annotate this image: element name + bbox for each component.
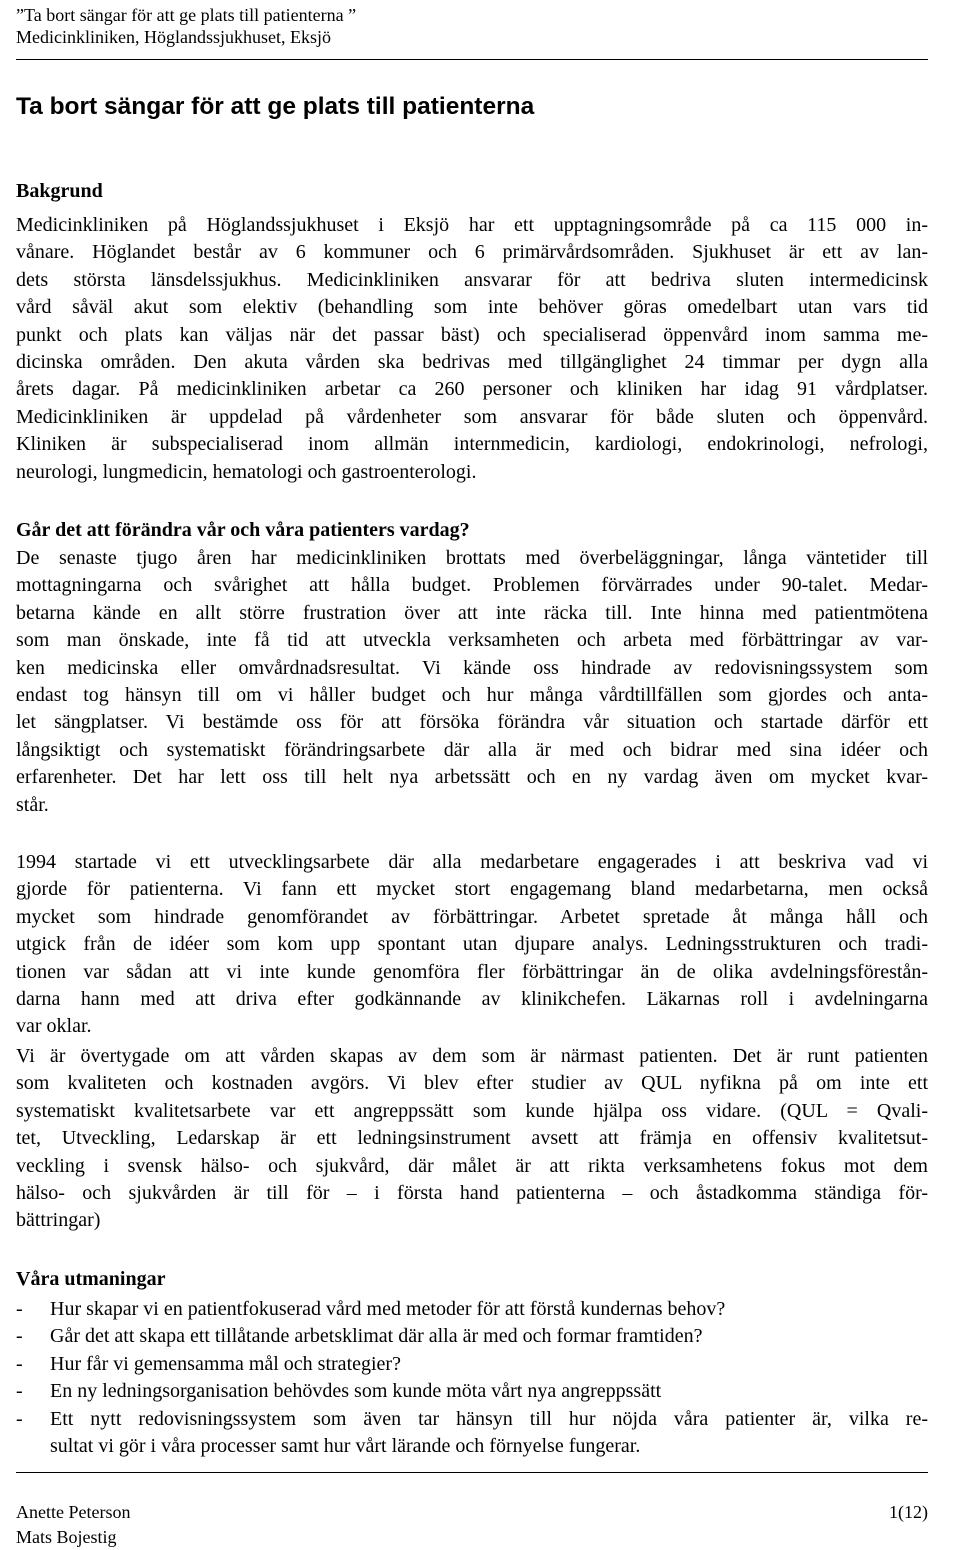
text-line: Vi är övertygade om att vården skapas av dem som är närmast patienten. Det är runt patienten xyxy=(16,1045,928,1067)
paragraph-utveckling xyxy=(16,849,928,1041)
paragraph-qul xyxy=(16,1043,928,1235)
challenges-list xyxy=(16,1296,928,1460)
header-organization: Medicinkliniken, Höglandssjukhuset, Eksjö xyxy=(16,27,331,47)
list-item xyxy=(16,1378,928,1405)
list-dash: - xyxy=(16,1298,23,1320)
text-line: vård såväl akut som elektiv (behandling som inte behöver göras omedelbart utan vars tid xyxy=(16,296,928,319)
text-line: let sängplatser. Vi bestämde oss för att försöka förändra vår situation och startade därför ett xyxy=(16,711,928,734)
list-dash: - xyxy=(16,1352,23,1375)
text-line: vånare. Höglandet består av 6 kommuner och 6 primärvårdsområden. Sjukhuset är ett av lan- xyxy=(16,241,928,264)
text-line: långsiktigt och systematiskt förändringsarbete där alla är med och bidrar med sina idéer och xyxy=(16,738,928,761)
list-item-text-continued: sultat vi gör i våra processer samt hur vårt lärande och förnyelse fungerar. xyxy=(50,1435,641,1458)
text-line: darna hann med att driva efter godkännande av klinikchefen. Läkarnas roll i avdelningarna xyxy=(16,987,928,1010)
text-line: mottagningarna och svårighet att hålla budget. Problemen förvärrades under 90-talet. Medar- xyxy=(16,574,928,597)
text-line: veckling i svensk hälso- och sjukvård, där målet är att rikta verksamhetens fokus mot dem xyxy=(16,1154,928,1177)
text-line: står. xyxy=(16,793,49,816)
text-line: som kvaliteten och kostnaden avgörs. Vi blev efter studier av QUL nyfikna på om inte ett xyxy=(16,1072,928,1095)
section-heading-bakgrund: Bakgrund xyxy=(16,180,103,202)
list-item-text: En ny ledningsorganisation behövdes som kunde möta vårt nya angreppssätt xyxy=(50,1380,662,1403)
text-line: tionen var sådan att vi inte kunde genomföra fler förbättringar än de olika avdelningsförestån- xyxy=(16,960,928,983)
list-item-text: Ett nytt redovisningssystem som även tar hänsyn till hur nöjda våra patienter är, vilka re- xyxy=(50,1407,928,1430)
paragraph-bakgrund xyxy=(16,212,928,486)
text-line: utgick från de idéer som kom upp spontant utan djupare analys. Ledningsstrukturen och tradi- xyxy=(16,933,928,956)
text-line: Medicinkliniken på Höglandssjukhuset i Eksjö har ett upptagningsområde på ca 115 000 in- xyxy=(16,214,928,236)
text-line: dets största länsdelssjukhus. Medicinkliniken ansvarar för att bedriva sluten intermedicinsk xyxy=(16,268,928,291)
list-item xyxy=(16,1406,928,1461)
list-item xyxy=(16,1323,928,1350)
header-document-title: ”Ta bort sängar för att ge plats till patienterna ” xyxy=(16,5,357,25)
text-line: Kliniken är subspecialiserad inom allmän internmedicin, kardiologi, endokrinologi, nefrologi, xyxy=(16,433,928,456)
section-heading-forandra: Går det att förändra vår och våra patienters vardag? xyxy=(16,519,470,541)
list-item xyxy=(16,1351,928,1378)
text-line: gjorde för patienterna. Vi fann ett mycket stort engagemang bland medarbetarna, men också xyxy=(16,878,928,901)
text-line: var oklar. xyxy=(16,1015,92,1038)
text-line: mycket som hindrade genomförandet av förbättringar. Arbetet spretade åt många håll och xyxy=(16,905,928,928)
page-footer xyxy=(16,1472,928,1547)
text-line: bättringar) xyxy=(16,1209,101,1232)
list-dash: - xyxy=(16,1325,23,1348)
list-item xyxy=(16,1296,928,1323)
list-item-text: Hur skapar vi en patientfokuserad vård med metoder för att förstå kundernas behov? xyxy=(50,1298,726,1320)
page-number: 1(12) xyxy=(889,1502,928,1522)
text-line: systematiskt kvalitetsarbete var ett angreppssätt som kunde hjälpa oss vidare. (QUL = Qvali- xyxy=(16,1099,928,1122)
text-line: tet, Utveckling, Ledarskap är ett ledningsinstrument avsett att främja en offensiv kvalitetsut- xyxy=(16,1127,928,1150)
text-line: 1994 startade vi ett utvecklingsarbete där alla medarbetare engagerades i att beskriva vad vi xyxy=(16,851,928,873)
list-dash: - xyxy=(16,1380,23,1403)
section-heading-utmaningar: Våra utmaningar xyxy=(16,1268,166,1290)
author-name: Anette Peterson xyxy=(16,1502,131,1522)
text-line: betarna kände en allt större frustration över att inte räcka till. Inte hinna med patientmötena xyxy=(16,601,928,624)
document-title: Ta bort sängar för att ge plats till patienterna xyxy=(16,93,535,120)
author-name: Mats Bojestig xyxy=(16,1527,117,1547)
text-line: som man önskade, inte få tid att utveckla verksamheten och arbeta med förbättringar av var- xyxy=(16,629,928,652)
list-item-text: Går det att skapa ett tillåtande arbetsklimat där alla är med och formar framtiden? xyxy=(50,1325,703,1348)
text-line: punkt och plats kan väljas när det passar bäst) och specialiserad öppenvård inom samma me- xyxy=(16,323,928,346)
text-line: Medicinkliniken är uppdelad på vårdenheter som ansvarar för både sluten och öppenvård. xyxy=(16,405,928,428)
page-header xyxy=(16,0,928,60)
text-line: dicinska områden. Den akuta vården ska bedrivas med tillgänglighet 24 timmar per dygn alla xyxy=(16,350,928,373)
text-line: årets dagar. På medicinkliniken arbetar ca 260 personer och kliniken har idag 91 vårdplatser. xyxy=(16,378,928,401)
text-line: De senaste tjugo åren har medicinkliniken brottats med överbeläggningar, långa väntetider till xyxy=(16,547,928,569)
text-line: ken medicinska eller omvårdnadsresultat. Vi kände oss hindrade av redovisningssystem som xyxy=(16,656,928,679)
list-dash: - xyxy=(16,1407,23,1430)
text-line: endast tog hänsyn till om vi håller budget och hur många vårdtillfällen som gjordes och anta- xyxy=(16,683,928,706)
list-item-text: Hur får vi gemensamma mål och strategier? xyxy=(50,1352,401,1375)
text-line: hälso- och sjukvården är till för – i första hand patienterna – och åstadkomma ständiga för- xyxy=(16,1181,928,1204)
paragraph-forandra xyxy=(16,545,928,819)
text-line: erfarenheter. Det har lett oss till helt nya arbetssätt och en ny vardag även om mycket kvar- xyxy=(16,766,928,789)
text-line: neurologi, lungmedicin, hematologi och gastroenterologi. xyxy=(16,460,477,483)
footer-authors xyxy=(16,1500,130,1550)
